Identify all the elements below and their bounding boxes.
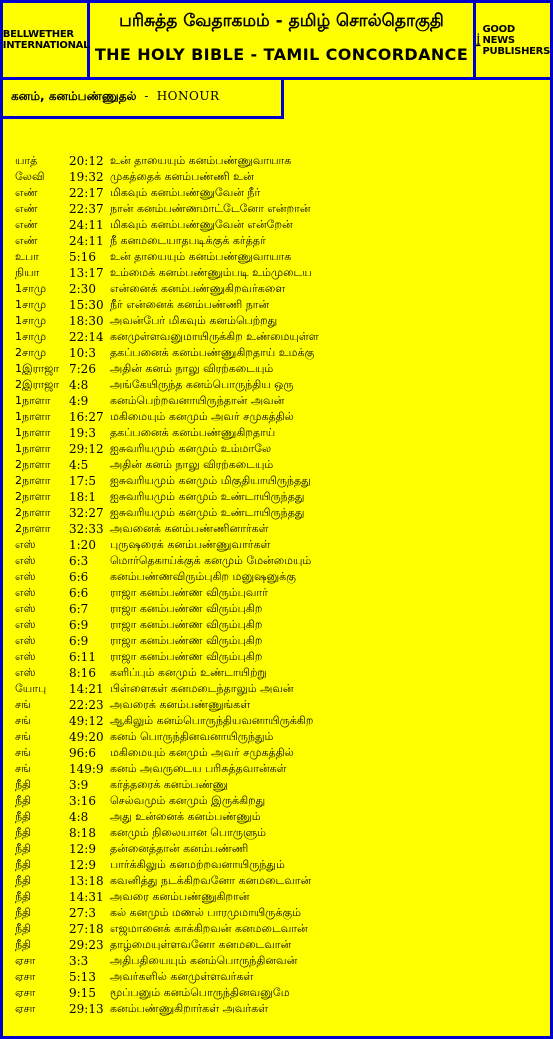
entry-book: லேவி [15, 170, 45, 183]
entry-ref: 6:6 [69, 586, 89, 600]
entry-ref: 18:30 [69, 314, 104, 328]
entry-book: 2நாளா [15, 506, 51, 519]
entry-book: 2நாளா [15, 522, 51, 535]
entry-book: எஸ் [15, 554, 36, 567]
entry-ref: 27:18 [69, 922, 104, 936]
entry-book: 2நாளா [15, 490, 51, 503]
entry-ref: 4:8 [69, 378, 89, 392]
entry-ref: 3:3 [69, 954, 89, 968]
entry-book: எஸ் [15, 650, 36, 663]
list-item [15, 921, 545, 937]
entry-ref: 22:17 [69, 186, 104, 200]
logo-bellwether [2, 3, 90, 77]
entry-book: ஏசா [15, 1002, 36, 1015]
list-item [15, 729, 545, 745]
logo-left-line-2: INTERNATIONAL [2, 40, 90, 51]
entry-ref: 49:20 [69, 730, 104, 744]
entry-text: கனம்பண்ணுகிறார்கள் அவர்கள் [110, 1002, 269, 1015]
entry-ref: 4:9 [69, 394, 89, 408]
concordance-panel [3, 80, 550, 1036]
entry-text: அவன்பேர் மிகவும் கனம்பெற்றது [110, 314, 278, 327]
entry-text: பிள்ளைகள் கனமடைந்தாலும் அவன் [110, 682, 294, 695]
entry-book: நீதி [15, 906, 32, 919]
topic-tamil: கனம், கனம்பண்ணுதல் [11, 89, 137, 103]
list-item [15, 617, 545, 633]
entry-text: கனமும் நிலையான பொருளும் [110, 826, 266, 839]
entry-book: 2இராஜா [15, 378, 60, 391]
entry-ref: 14:31 [69, 890, 104, 904]
entry-ref: 5:13 [69, 970, 96, 984]
entry-book: உபா [15, 250, 39, 263]
lamp-icon [476, 18, 481, 62]
entry-book: 1சாமு [15, 298, 47, 311]
entry-ref: 13:17 [69, 266, 104, 280]
list-item [15, 505, 545, 521]
entry-book: ஏசா [15, 986, 36, 999]
list-item [15, 601, 545, 617]
entry-text: கனமுள்ளவனுமாயிருக்கிற உண்மையுள்ள [110, 330, 319, 343]
list-item [15, 761, 545, 777]
entry-text: செல்வமும் கனமும் இருக்கிறது [110, 794, 266, 807]
entry-text: ஐசுவரியமும் கனமும் உண்டாயிருந்தது [110, 506, 305, 519]
entry-text: ராஜா கனம்பண்ண விரும்புகிற [110, 634, 263, 647]
entry-ref: 4:5 [69, 458, 89, 472]
entry-book: யோபு [15, 682, 47, 695]
list-item [15, 217, 545, 233]
entry-text: நீர் என்னைக் கனம்பண்ணி நான் [110, 298, 270, 311]
entry-text: ஆகிலும் கனம்பொருந்தியவனாயிருக்கிற [110, 714, 314, 727]
list-item [15, 681, 545, 697]
entry-book: நீதி [15, 938, 32, 951]
list-item [15, 841, 545, 857]
entry-text: அதிபதியையும் கனம்பொருந்தினவன் [110, 954, 298, 967]
list-item [15, 937, 545, 953]
entry-ref: 10:3 [69, 346, 96, 360]
entry-book: எண் [15, 202, 38, 215]
entry-ref: 22:14 [69, 330, 104, 344]
entry-book: 2நாளா [15, 458, 51, 471]
entry-text: அவர்களில் கனமுள்ளவர்கள் [110, 970, 254, 983]
list-item [15, 393, 545, 409]
list-item [15, 153, 545, 169]
entry-text: மகிமையும் கனமும் அவர் சமுகத்தில் [110, 410, 294, 423]
entry-book: சங் [15, 762, 31, 775]
entry-book: எஸ் [15, 618, 36, 631]
entry-book: நீதி [15, 794, 32, 807]
logo-right-line-1: GOOD NEWS [482, 23, 515, 46]
list-item [15, 889, 545, 905]
entry-text: கனம் பொருந்தினவனாயிருந்தும் [110, 730, 274, 743]
entry-ref: 2:30 [69, 282, 96, 296]
entry-book: எஸ் [15, 602, 36, 615]
entry-text: தகப்பனைக் கனம்பண்ணுகிறதாய் [110, 426, 276, 439]
entry-text: அதின் கனம் நாலு விரற்கடையும் [110, 362, 274, 375]
list-item [15, 1001, 545, 1017]
entry-text: அவரைக் கனம்பண்ணுங்கள் [110, 698, 251, 711]
entry-book: நியா [15, 266, 40, 279]
entry-text: என்னைக் கனம்பண்ணுகிறவர்களை [110, 282, 286, 295]
entry-text: ராஜா கனம்பண்ண விரும்புவார் [110, 586, 268, 599]
list-item [15, 297, 545, 313]
entry-text: நீ கனமடையாதபடிக்குக் கர்த்தர் [110, 234, 266, 247]
list-item [15, 713, 545, 729]
entry-book: எண் [15, 234, 38, 247]
title-english: THE HOLY BIBLE - TAMIL CONCORDANCE [94, 45, 469, 64]
entry-text: மிகவும் கனம்பண்ணுவேன் என்றேன் [110, 218, 293, 231]
entry-book: ஏசா [15, 970, 36, 983]
list-item [15, 185, 545, 201]
entry-ref: 6:9 [69, 634, 89, 648]
entry-ref: 12:9 [69, 842, 96, 856]
list-item [15, 233, 545, 249]
entry-ref: 14:21 [69, 682, 104, 696]
entry-book: எஸ் [15, 570, 36, 583]
entry-book: நீதி [15, 842, 32, 855]
entry-text: ராஜா கனம்பண்ண விரும்புகிற [110, 650, 263, 663]
entry-ref: 19:32 [69, 170, 104, 184]
entry-ref: 18:1 [69, 490, 96, 504]
entry-book: 2நாளா [15, 474, 51, 487]
entry-ref: 17:5 [69, 474, 96, 488]
entry-ref: 29:13 [69, 1002, 104, 1016]
entry-book: 1நாளா [15, 442, 51, 455]
entry-ref: 6:7 [69, 602, 89, 616]
list-item [15, 985, 545, 1001]
entry-text: ஐசுவரியமும் கனமும் உம்மாலே [110, 442, 272, 455]
entry-ref: 19:3 [69, 426, 96, 440]
entry-ref: 7:26 [69, 362, 96, 376]
list-item [15, 457, 545, 473]
entry-book: எண் [15, 218, 38, 231]
entry-text: தன்னைத்தான் கனம்பண்ணி [110, 842, 249, 855]
list-item [15, 633, 545, 649]
entry-ref: 8:18 [69, 826, 96, 840]
list-item [15, 553, 545, 569]
list-item [15, 585, 545, 601]
entry-ref: 96:6 [69, 746, 96, 760]
entry-text: அவரை கனம்பண்ணுகிறான் [110, 890, 250, 903]
entry-ref: 12:9 [69, 858, 96, 872]
list-item [15, 361, 545, 377]
logo-right-line-2: PUBLISHERS [482, 45, 550, 57]
entry-ref: 6:6 [69, 570, 89, 584]
entry-book: 1நாளா [15, 410, 51, 423]
entry-ref: 3:16 [69, 794, 96, 808]
entry-ref: 20:12 [69, 154, 104, 168]
entry-ref: 32:33 [69, 522, 104, 536]
entry-text: ஐசுவரியமும் கனமும் மிகுதியாயிருந்தது [110, 474, 311, 487]
entry-book: 1நாளா [15, 426, 51, 439]
entry-ref: 13:18 [69, 874, 104, 888]
entry-ref: 27:3 [69, 906, 96, 920]
list-item [15, 345, 545, 361]
entry-text: மிகவும் கனம்பண்ணுவேன் நீர் [110, 186, 261, 199]
entry-text: எஜமானைக் காக்கிறவன் கனமடைவான் [110, 922, 308, 935]
entry-book: சங் [15, 698, 31, 711]
topic-dash: - [144, 89, 149, 103]
entry-text: ஐசுவரியமும் கனமும் உண்டாயிருந்தது [110, 490, 305, 503]
entry-ref: 22:23 [69, 698, 104, 712]
entry-book: நீதி [15, 826, 32, 839]
list-item [15, 665, 545, 681]
entry-text: கனம்பெற்றவனாயிருந்தான் அவன் [110, 394, 285, 407]
entry-text: அதின் கனம் நாலு விரற்கடையும் [110, 458, 274, 471]
entry-text: களிப்பும் கனமும் உண்டாயிற்று [110, 666, 267, 679]
list-item [15, 697, 545, 713]
entry-ref: 29:23 [69, 938, 104, 952]
entry-ref: 6:3 [69, 554, 89, 568]
entry-text: அது உன்னைக் கனம்பண்ணும் [110, 810, 261, 823]
list-item [15, 969, 545, 985]
entry-book: நீதி [15, 778, 32, 791]
entry-ref: 3:9 [69, 778, 89, 792]
entry-text: தகப்பனைக் கனம்பண்ணுகிறதாய் உமக்கு [110, 346, 315, 359]
entry-book: எஸ் [15, 538, 36, 551]
list-item [15, 265, 545, 281]
entry-book: 1இராஜா [15, 362, 60, 375]
entry-book: எண் [15, 186, 38, 199]
list-item [15, 857, 545, 873]
list-item [15, 409, 545, 425]
entry-text: நான் கனம்பண்ணமாட்டேனோ என்றான் [110, 202, 311, 215]
list-item [15, 953, 545, 969]
list-item [15, 201, 545, 217]
entry-ref: 4:8 [69, 810, 89, 824]
list-item [15, 473, 545, 489]
entry-text: மூப்பனும் கனம்பொருந்தினவனுமே [110, 986, 290, 999]
entry-text: முகத்தைக் கனம்பண்ணி உன் [110, 170, 254, 183]
entry-text: உன் தாயையும் கனம்பண்ணுவாயாக [110, 250, 292, 263]
entry-ref: 9:15 [69, 986, 96, 1000]
entry-book: நீதி [15, 922, 32, 935]
list-item [15, 313, 545, 329]
entry-ref: 15:30 [69, 298, 104, 312]
entry-text: தாழ்மையுள்ளவனோ கனமடைவான் [110, 938, 292, 951]
entry-text: கவனித்து நடக்கிறவனோ கனமடைவான் [110, 874, 312, 887]
list-item [15, 169, 545, 185]
logo-good-news [476, 3, 550, 77]
list-item [15, 649, 545, 665]
entry-ref: 24:11 [69, 234, 104, 248]
list-item [15, 537, 545, 553]
entry-ref: 1:20 [69, 538, 96, 552]
list-item [15, 489, 545, 505]
title-panel [90, 3, 473, 77]
list-item [15, 793, 545, 809]
entry-ref: 8:16 [69, 666, 96, 680]
entry-ref: 22:37 [69, 202, 104, 216]
list-item [15, 825, 545, 841]
entry-ref: 49:12 [69, 714, 104, 728]
list-item [15, 521, 545, 537]
entry-text: உம்மைக் கனம்பண்ணும்படி உம்முடைய [110, 266, 312, 279]
topic-heading [3, 80, 284, 119]
list-item [15, 777, 545, 793]
entry-text: புருஷரைக் கனம்பண்ணுவார்கள் [110, 538, 271, 551]
list-item [15, 745, 545, 761]
entry-text: ராஜா கனம்பண்ண விரும்புகிற [110, 602, 263, 615]
entry-text: உன் தாயையும் கனம்பண்ணுவாயாக [110, 154, 292, 167]
entry-text: கனம் அவருடைய பரிசுத்தவான்கள் [110, 762, 287, 775]
entry-book: எஸ் [15, 666, 36, 679]
entry-book: நீதி [15, 858, 32, 871]
list-item [15, 425, 545, 441]
entry-book: யாத் [15, 154, 38, 167]
entry-text: அங்கேயிருந்த கனம்பொருந்திய ஒரு [110, 378, 294, 391]
entry-text: கல் கனமும் மணல் பாரமுமாயிருக்கும் [110, 906, 301, 919]
entry-ref: 149:9 [69, 762, 104, 776]
entry-text: அவனைக் கனம்பண்ணினார்கள் [110, 522, 269, 535]
list-item [15, 281, 545, 297]
entry-book: 2சாமு [15, 346, 47, 359]
list-item [15, 809, 545, 825]
entry-book: ஏசா [15, 954, 36, 967]
entry-ref: 29:12 [69, 442, 104, 456]
entry-text: கர்த்தரைக் கனம்பண்ணு [110, 778, 228, 791]
entry-ref: 6:9 [69, 618, 89, 632]
list-item [15, 905, 545, 921]
list-item [15, 377, 545, 393]
entry-text: பார்க்கிலும் கனமற்றவனாயிருந்தும் [110, 858, 285, 871]
entry-book: எஸ் [15, 586, 36, 599]
topic-english: HONOUR [156, 89, 220, 103]
entry-text: மொர்தெகாய்க்குக் கனமும் மேன்மையும் [110, 554, 312, 567]
entry-ref: 24:11 [69, 218, 104, 232]
entry-book: எஸ் [15, 634, 36, 647]
list-item [15, 249, 545, 265]
entry-book: 1சாமு [15, 314, 47, 327]
entry-text: கனம்பண்ணவிரும்புகிற மனுஷனுக்கு [110, 570, 296, 583]
entry-text: ராஜா கனம்பண்ண விரும்புகிற [110, 618, 263, 631]
entry-book: சங் [15, 714, 31, 727]
list-item [15, 569, 545, 585]
entry-ref: 5:16 [69, 250, 96, 264]
entry-book: நீதி [15, 874, 32, 887]
entry-book: 1நாளா [15, 394, 51, 407]
entry-book: 1சாமு [15, 330, 47, 343]
entry-book: நீதி [15, 890, 32, 903]
list-item [15, 441, 545, 457]
entry-ref: 32:27 [69, 506, 104, 520]
entry-ref: 16:27 [69, 410, 104, 424]
title-tamil: பரிசுத்த வேதாகமம் - தமிழ் சொல்தொகுதி [119, 11, 444, 31]
entry-ref: 6:11 [69, 650, 96, 664]
entry-book: 1சாமு [15, 282, 47, 295]
entry-list [15, 153, 545, 1017]
entry-text: மகிமையும் கனமும் அவர் சமுகத்தில் [110, 746, 294, 759]
entry-book: சங் [15, 746, 31, 759]
entry-book: நீதி [15, 810, 32, 823]
list-item [15, 329, 545, 345]
entry-book: சங் [15, 730, 31, 743]
list-item [15, 873, 545, 889]
logo-left-line-1: BELLWETHER [2, 29, 74, 40]
